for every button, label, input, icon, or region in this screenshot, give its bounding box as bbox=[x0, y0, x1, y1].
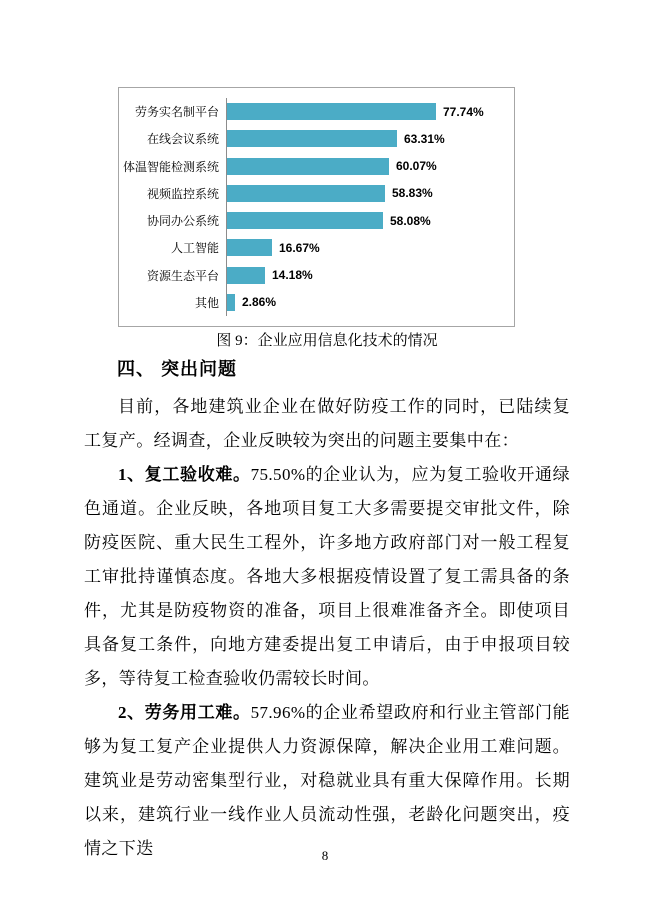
bar bbox=[227, 158, 389, 175]
bar bbox=[227, 294, 235, 311]
bar-row bbox=[227, 207, 510, 234]
bar-row bbox=[227, 98, 510, 125]
chart-category-labels bbox=[119, 98, 226, 316]
section-heading: 四、 突出问题 bbox=[117, 359, 238, 379]
bar-category-label: 在线会议系统 bbox=[146, 132, 219, 147]
bar-category-label: 视频监控系统 bbox=[146, 186, 219, 201]
chart-plot-area bbox=[226, 98, 510, 316]
bar-value-label: 60.07% bbox=[396, 159, 437, 174]
bar-chart bbox=[118, 87, 515, 327]
bar-category-label: 体温智能检测系统 bbox=[122, 159, 219, 174]
problem-item-2-body: 57.96%的企业希望政府和行业主管部门能够为复工复产企业提供人力资源保障，解决企业用工难问题。建筑业是劳动密集型行业，对稳就业具有重大保障作用。长期以来，建筑行业一线作业人员流动性强，老龄化问题突出，疫情之下迭 bbox=[84, 703, 570, 858]
bar-row bbox=[227, 180, 510, 207]
problem-item-1 bbox=[84, 458, 570, 696]
bar bbox=[227, 103, 436, 120]
bar-value-label: 77.74% bbox=[443, 104, 484, 119]
bar-category-label: 劳务实名制平台 bbox=[134, 105, 219, 120]
bar-row bbox=[227, 262, 510, 289]
bar-row bbox=[227, 125, 510, 152]
chart-inner bbox=[119, 98, 510, 316]
problem-item-2 bbox=[84, 696, 570, 866]
page-number: 8 bbox=[321, 848, 329, 863]
bar-row bbox=[227, 234, 510, 261]
bar-category-label: 协同办公系统 bbox=[146, 214, 219, 229]
figure-caption: 图 9：企业应用信息化技术的情况 bbox=[216, 333, 438, 349]
bar-value-label: 58.08% bbox=[390, 213, 431, 228]
bar-category-label: 其他 bbox=[194, 295, 219, 310]
text-column bbox=[84, 356, 570, 866]
bar bbox=[227, 267, 265, 284]
problem-item-2-lead: 2、劳务用工难。 bbox=[118, 703, 251, 722]
intro-paragraph: 目前，各地建筑业企业在做好防疫工作的同时，已陆续复工复产。经调查，企业反映较为突出的问题主要集中在： bbox=[84, 397, 570, 450]
bar-value-label: 58.83% bbox=[392, 186, 433, 201]
bar-row bbox=[227, 289, 510, 316]
bar-value-label: 2.86% bbox=[242, 295, 277, 310]
bar-category-label: 资源生态平台 bbox=[146, 268, 219, 283]
bar-value-label: 16.67% bbox=[279, 240, 320, 255]
bar bbox=[227, 130, 397, 147]
problem-item-1-body: 75.50%的企业认为，应为复工验收开通绿色通道。企业反映，各地项目复工大多需要提交审批文件，除防疫医院、重大民生工程外，许多地方政府部门对一般工程复工审批持谨慎态度。各地大多根据疫情设置了复工需具备的条件，尤其是防疫物资的准备，项目上很难准备齐全。即使项目具备复工条件，向地方建委提出复工申请后，由于申报项目较多，等待复工检查验收仍需较长时间。 bbox=[84, 465, 570, 688]
bar bbox=[227, 239, 272, 256]
bar-row bbox=[227, 153, 510, 180]
problem-item-1-lead: 1、复工验收难。 bbox=[118, 465, 251, 484]
bar-value-label: 63.31% bbox=[404, 131, 445, 146]
bar bbox=[227, 185, 385, 202]
bar-value-label: 14.18% bbox=[272, 268, 313, 283]
bar-category-label: 人工智能 bbox=[170, 241, 219, 256]
bar bbox=[227, 212, 383, 229]
